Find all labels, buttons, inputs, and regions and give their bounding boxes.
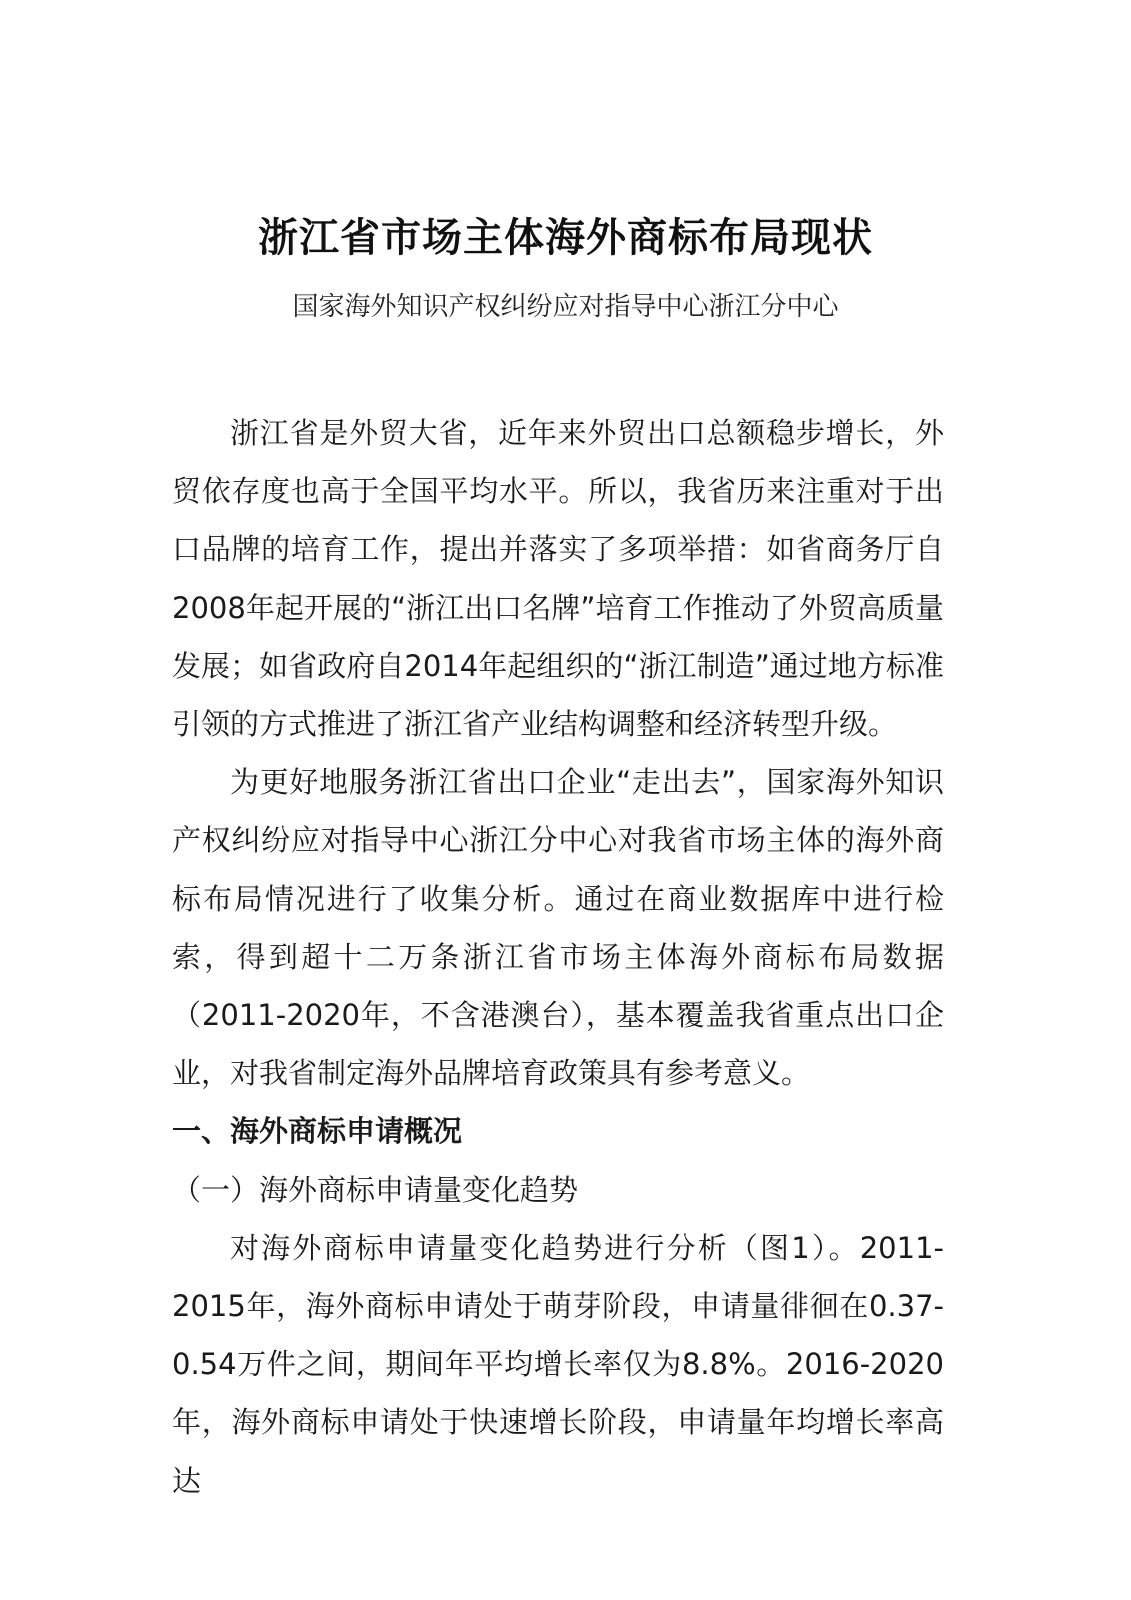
section-heading: 一、海外商标申请概况	[172, 1114, 463, 1149]
document-body	[172, 404, 944, 1510]
body-paragraph: 为更好地服务浙江省出口企业“走出去”，国家海外知识产权纠纷应对指导中心浙江分中心对我省市场主体的海外商标布局情况进行了收集分析。通过在商业数据库中进行检索，得到超十二万条浙江省市场主体海外商标布局数据（2011-2020年，不含港澳台），基本覆盖我省重点出口企业，对我省制定海外品牌培育政策具有参考意义。	[172, 765, 944, 1091]
document-author: 国家海外知识产权纠纷应对指导中心浙江分中心	[292, 292, 839, 322]
body-paragraph: 对海外商标申请量变化趋势进行分析（图1）。2011-2015年，海外商标申请处于萌芽阶段，申请量徘徊在0.37-0.54万件之间，期间年平均增长率仅为8.8%。2016-2020年，海外商标申请处于快速增长阶段，申请量年均增长率高达	[172, 1230, 944, 1498]
body-paragraph: 浙江省是外贸大省，近年来外贸出口总额稳步增长，外贸依存度也高于全国平均水平。所以，我省历来注重对于出口品牌的培育工作，提出并落实了多项举措：如省商务厅自2008年起开展的“浙江出口名牌”培育工作推动了外贸高质量发展；如省政府自2014年起组织的“浙江制造”通过地方标准引领的方式推进了浙江省产业结构调整和经济转型升级。	[172, 416, 944, 742]
document-title: 浙江省市场主体海外商标布局现状	[258, 214, 873, 261]
subsection-heading: （一）海外商标申请量变化趋势	[172, 1172, 579, 1207]
